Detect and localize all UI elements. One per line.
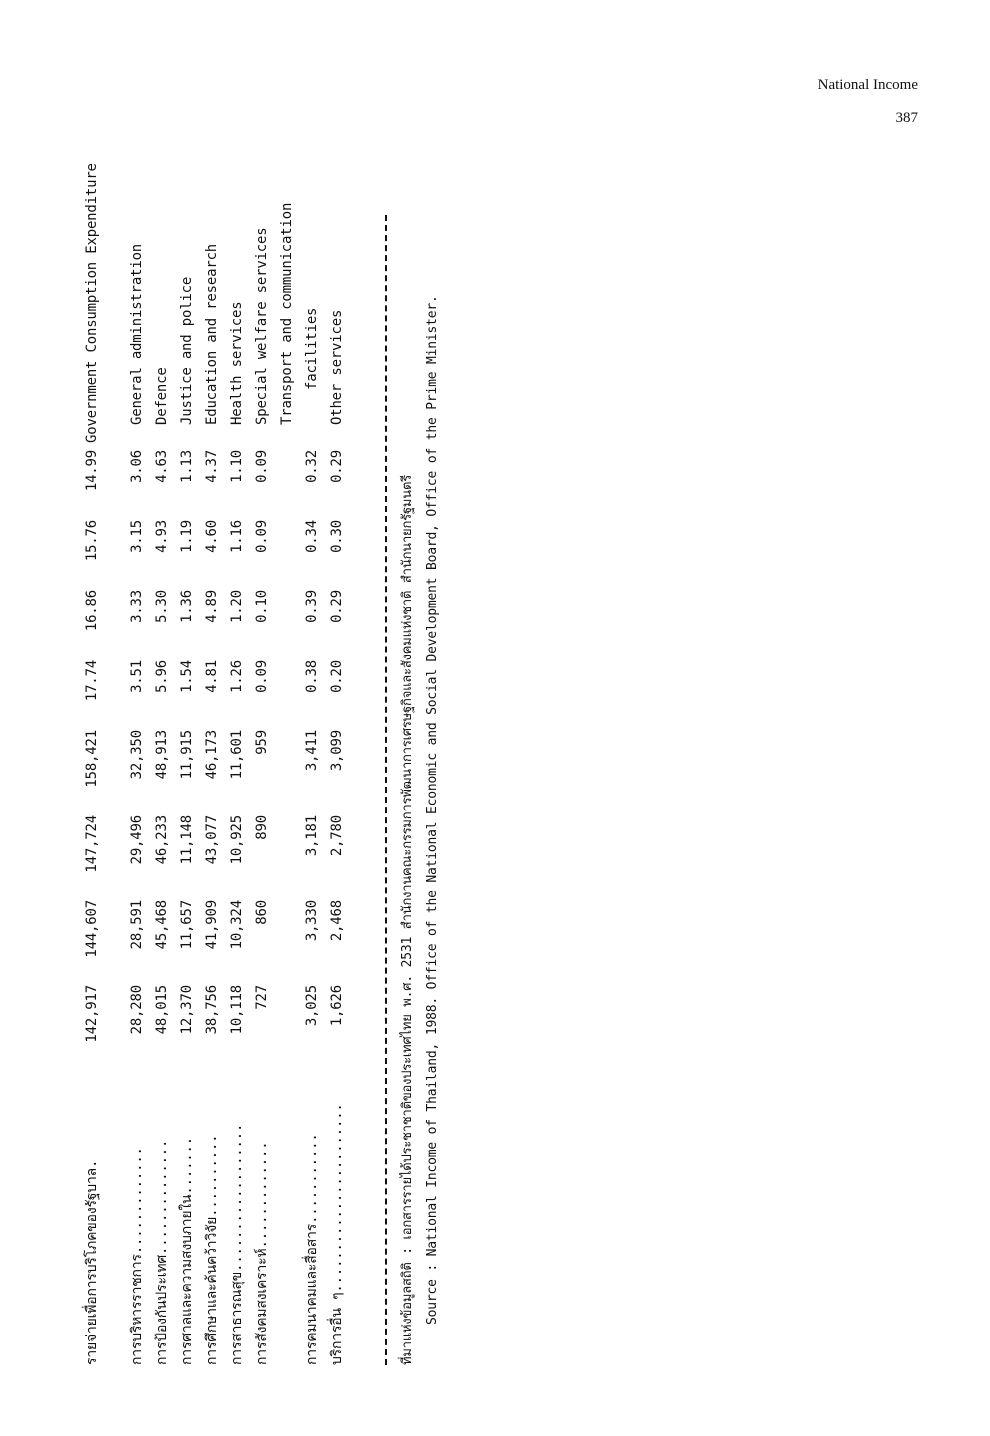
table-cell: 1.10 bbox=[229, 450, 245, 483]
table-cell: 0.30 bbox=[329, 520, 345, 553]
table-cell: 48,015 bbox=[154, 985, 170, 1035]
table-cell: 4.37 bbox=[204, 450, 220, 483]
table-cell: 144,607 bbox=[84, 900, 100, 958]
table-cell: 1,626 bbox=[329, 985, 345, 1027]
table-cell: 3,411 bbox=[304, 730, 320, 772]
table-cell: 0.20 bbox=[329, 660, 345, 693]
table-cell: 41,909 bbox=[204, 900, 220, 950]
table-cell: 727 bbox=[254, 985, 270, 1010]
table-cell: 16.86 bbox=[84, 590, 100, 632]
source-note-english: Source : National Income of Thailand, 1988. Office of the National Economic and Social Development Board, Office of the Prime Minister. bbox=[425, 295, 440, 1325]
rotated-statistics-table bbox=[80, 163, 460, 1365]
row-thai-label: การคมนาคมและสื่อสาร........... bbox=[304, 1133, 320, 1365]
table-cell: 0.38 bbox=[304, 660, 320, 693]
table-cell: 1.20 bbox=[229, 590, 245, 623]
table-cell: 890 bbox=[254, 815, 270, 840]
table-cell: 46,233 bbox=[154, 815, 170, 865]
running-header bbox=[818, 78, 918, 126]
table-row bbox=[300, 215, 325, 1365]
dashed-divider bbox=[385, 215, 387, 1365]
source-note-thai: ที่มาแห่งข้อมูลสถิติ : เอกสารรายได้ประชาชาติของประเทศไทย พ.ศ. 2531 สำนักงานคณะกรรมการพัฒนาการเศรษฐกิจและสังคมแห่งชาติ สำนักนายกรัฐมนตรี bbox=[400, 475, 415, 1365]
table-cell: 2,780 bbox=[329, 815, 345, 857]
table-cell: 29,496 bbox=[129, 815, 145, 865]
table-cell: 1.19 bbox=[179, 520, 195, 553]
table-cell: 3.06 bbox=[129, 450, 145, 483]
row-english-label: facilities bbox=[304, 307, 320, 390]
table-cell: 0.09 bbox=[254, 520, 270, 553]
table-cell: 3.33 bbox=[129, 590, 145, 623]
table-cell: 142,917 bbox=[84, 985, 100, 1043]
table-cell: 0.09 bbox=[254, 450, 270, 483]
table-cell: 1.13 bbox=[179, 450, 195, 483]
table-cell: 158,421 bbox=[84, 730, 100, 788]
table-cell: 4.93 bbox=[154, 520, 170, 553]
table-cell: 4.63 bbox=[154, 450, 170, 483]
table-row bbox=[200, 215, 225, 1365]
table-cell: 4.81 bbox=[204, 660, 220, 693]
table-cell: 11,601 bbox=[229, 730, 245, 780]
row-thai-label: การสังคมสงเคราะห์............. bbox=[254, 1141, 270, 1365]
table-cell: 147,724 bbox=[84, 815, 100, 873]
table-cell: 0.39 bbox=[304, 590, 320, 623]
table-cell: 0.32 bbox=[304, 450, 320, 483]
table-cell: 4.60 bbox=[204, 520, 220, 553]
table-cell: 3,330 bbox=[304, 900, 320, 942]
table-cell: 11,148 bbox=[179, 815, 195, 865]
table-cell: 43,077 bbox=[204, 815, 220, 865]
table-cell: 3.51 bbox=[129, 660, 145, 693]
table-cell: 4.89 bbox=[204, 590, 220, 623]
table-row bbox=[150, 215, 175, 1365]
table-row bbox=[275, 202, 300, 1365]
table-cell: 45,468 bbox=[154, 900, 170, 950]
row-english-label: Transport and communication bbox=[279, 202, 295, 425]
row-english-label: Other services bbox=[329, 309, 345, 425]
table-cell: 10,118 bbox=[229, 985, 245, 1035]
table-cell: 1.26 bbox=[229, 660, 245, 693]
table-cell: 959 bbox=[254, 730, 270, 755]
row-thai-label: การศึกษาและค้นคว้าวิจัย.......... bbox=[204, 1134, 220, 1365]
table-cell: 11,915 bbox=[179, 730, 195, 780]
table-cell: 15.76 bbox=[84, 520, 100, 562]
table-cell: 860 bbox=[254, 900, 270, 925]
table-row bbox=[325, 215, 350, 1365]
row-english-label: Education and research bbox=[204, 243, 220, 425]
table-cell: 1.36 bbox=[179, 590, 195, 623]
row-english-label: General administration bbox=[129, 243, 145, 425]
row-thai-label: บริการอื่น ๆ....................... bbox=[329, 1103, 345, 1365]
table-total-row bbox=[80, 163, 105, 1365]
table-cell: 3,181 bbox=[304, 815, 320, 857]
row-english-label: Defence bbox=[154, 367, 170, 425]
table-cell: 5.96 bbox=[154, 660, 170, 693]
book-title: National Income bbox=[817, 77, 918, 93]
table-cell: 38,756 bbox=[204, 985, 220, 1035]
table-cell: 0.10 bbox=[254, 590, 270, 623]
table-cell: 0.29 bbox=[329, 590, 345, 623]
table-cell: 0.09 bbox=[254, 660, 270, 693]
row-thai-label: รายจ่ายเพื่อการบริโภคของรัฐบาล. bbox=[84, 1159, 100, 1365]
table-cell: 28,280 bbox=[129, 985, 145, 1035]
table-cell: 17.74 bbox=[84, 660, 100, 702]
table-cell: 12,370 bbox=[179, 985, 195, 1035]
table-cell: 48,913 bbox=[154, 730, 170, 780]
table-cell: 10,925 bbox=[229, 815, 245, 865]
table-row bbox=[175, 215, 200, 1365]
table-cell: 14.99 bbox=[84, 450, 100, 492]
table-cell: 0.34 bbox=[304, 520, 320, 553]
row-english-label: Health services bbox=[229, 301, 245, 425]
table-row bbox=[250, 215, 275, 1365]
table-cell: 32,350 bbox=[129, 730, 145, 780]
table-cell: 3,025 bbox=[304, 985, 320, 1027]
table-row bbox=[225, 215, 250, 1365]
table-cell: 11,657 bbox=[179, 900, 195, 950]
table-cell: 5.30 bbox=[154, 590, 170, 623]
table-cell: 1.16 bbox=[229, 520, 245, 553]
table-cell: 1.54 bbox=[179, 660, 195, 693]
row-english-label: Government Consumption Expenditure bbox=[84, 163, 100, 443]
row-english-label: Special welfare services bbox=[254, 227, 270, 425]
row-english-label: Justice and police bbox=[179, 276, 195, 425]
row-thai-label: การศาลและความสงบภายใน....... bbox=[179, 1137, 195, 1365]
row-thai-label: การป้องกันประเทศ.............. bbox=[154, 1139, 170, 1365]
table-cell: 46,173 bbox=[204, 730, 220, 780]
row-thai-label: การบริหารราชการ............. bbox=[129, 1147, 145, 1365]
table-row bbox=[125, 215, 150, 1365]
table-cell: 28,591 bbox=[129, 900, 145, 950]
page-number: 387 bbox=[895, 110, 918, 126]
table-cell: 3,099 bbox=[329, 730, 345, 772]
table-cell: 3.15 bbox=[129, 520, 145, 553]
row-thai-label: การสาธารณสุข.................. bbox=[229, 1123, 245, 1365]
table-cell: 10,324 bbox=[229, 900, 245, 950]
table-cell: 0.29 bbox=[329, 450, 345, 483]
table-cell: 2,468 bbox=[329, 900, 345, 942]
